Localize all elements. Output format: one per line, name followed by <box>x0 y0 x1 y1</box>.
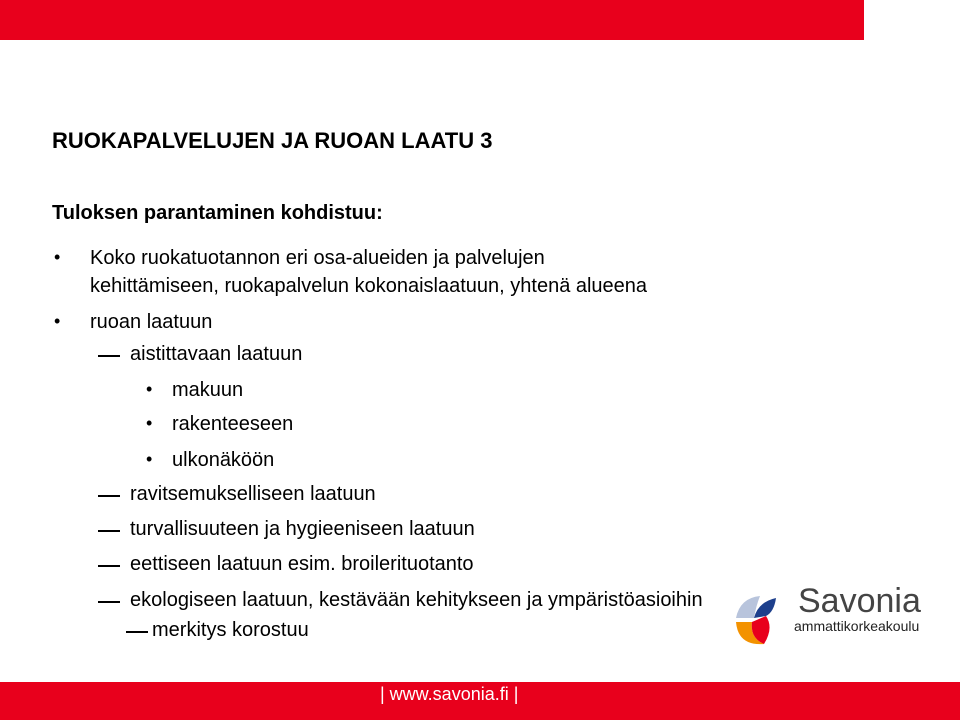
savonia-emblem-icon <box>730 588 792 648</box>
savonia-logo <box>730 582 945 648</box>
dash-marker <box>98 495 120 497</box>
sub-item-ekologinen: ekologiseen laatuun, kestävään kehitykseen ja ympäristöasioihin <box>130 589 703 611</box>
dash-marker <box>126 631 148 633</box>
sensory-item-makuun: makuun <box>172 379 244 401</box>
dash-marker <box>98 530 120 532</box>
footer-url-link[interactable]: | www.savonia.fi | <box>380 684 519 704</box>
sub-item-aistittava: aistittavaan laatuun <box>130 343 303 365</box>
bullet-dot: • <box>146 413 153 433</box>
sub-item-ravitsemuksellinen: ravitsemukselliseen laatuun <box>130 483 376 505</box>
bullet-1-line-1: Koko ruokatuotannon eri osa-alueiden ja palvelujen <box>90 247 545 269</box>
dash-marker <box>98 601 120 603</box>
bullet-1-line-2: kehittämiseen, ruokapalvelun kokonaislaatuun, yhtenä alueena <box>90 275 648 297</box>
dash-marker <box>98 565 120 567</box>
sub-item-turvallisuus: turvallisuuteen ja hygieeniseen laatuun <box>130 518 475 540</box>
top-red-bar <box>0 0 960 40</box>
bullet-dot: • <box>146 449 153 469</box>
sensory-item-ulkonakoon: ulkonäköön <box>172 449 275 471</box>
bullet-dot: • <box>54 311 61 331</box>
slide-title: RUOKAPALVELUJEN JA RUOAN LAATU 3 <box>52 128 493 153</box>
sub-item-eettinen: eettiseen laatuun esim. broilerituotanto <box>130 553 474 575</box>
top-bar-corner-notch <box>864 0 960 40</box>
dash-marker <box>98 355 120 357</box>
slide-subtitle: Tuloksen parantaminen kohdistuu: <box>52 202 383 224</box>
logo-tagline: ammattikorkeakoulu <box>794 618 920 634</box>
bullet-dot: • <box>146 379 153 399</box>
bullet-2: ruoan laatuun <box>90 311 213 333</box>
sensory-item-rakenteeseen: rakenteeseen <box>172 413 294 435</box>
bullet-dot: • <box>54 247 61 267</box>
sub-item-merkitys: merkitys korostuu <box>152 619 309 641</box>
logo-wordmark: Savonia <box>798 582 921 620</box>
